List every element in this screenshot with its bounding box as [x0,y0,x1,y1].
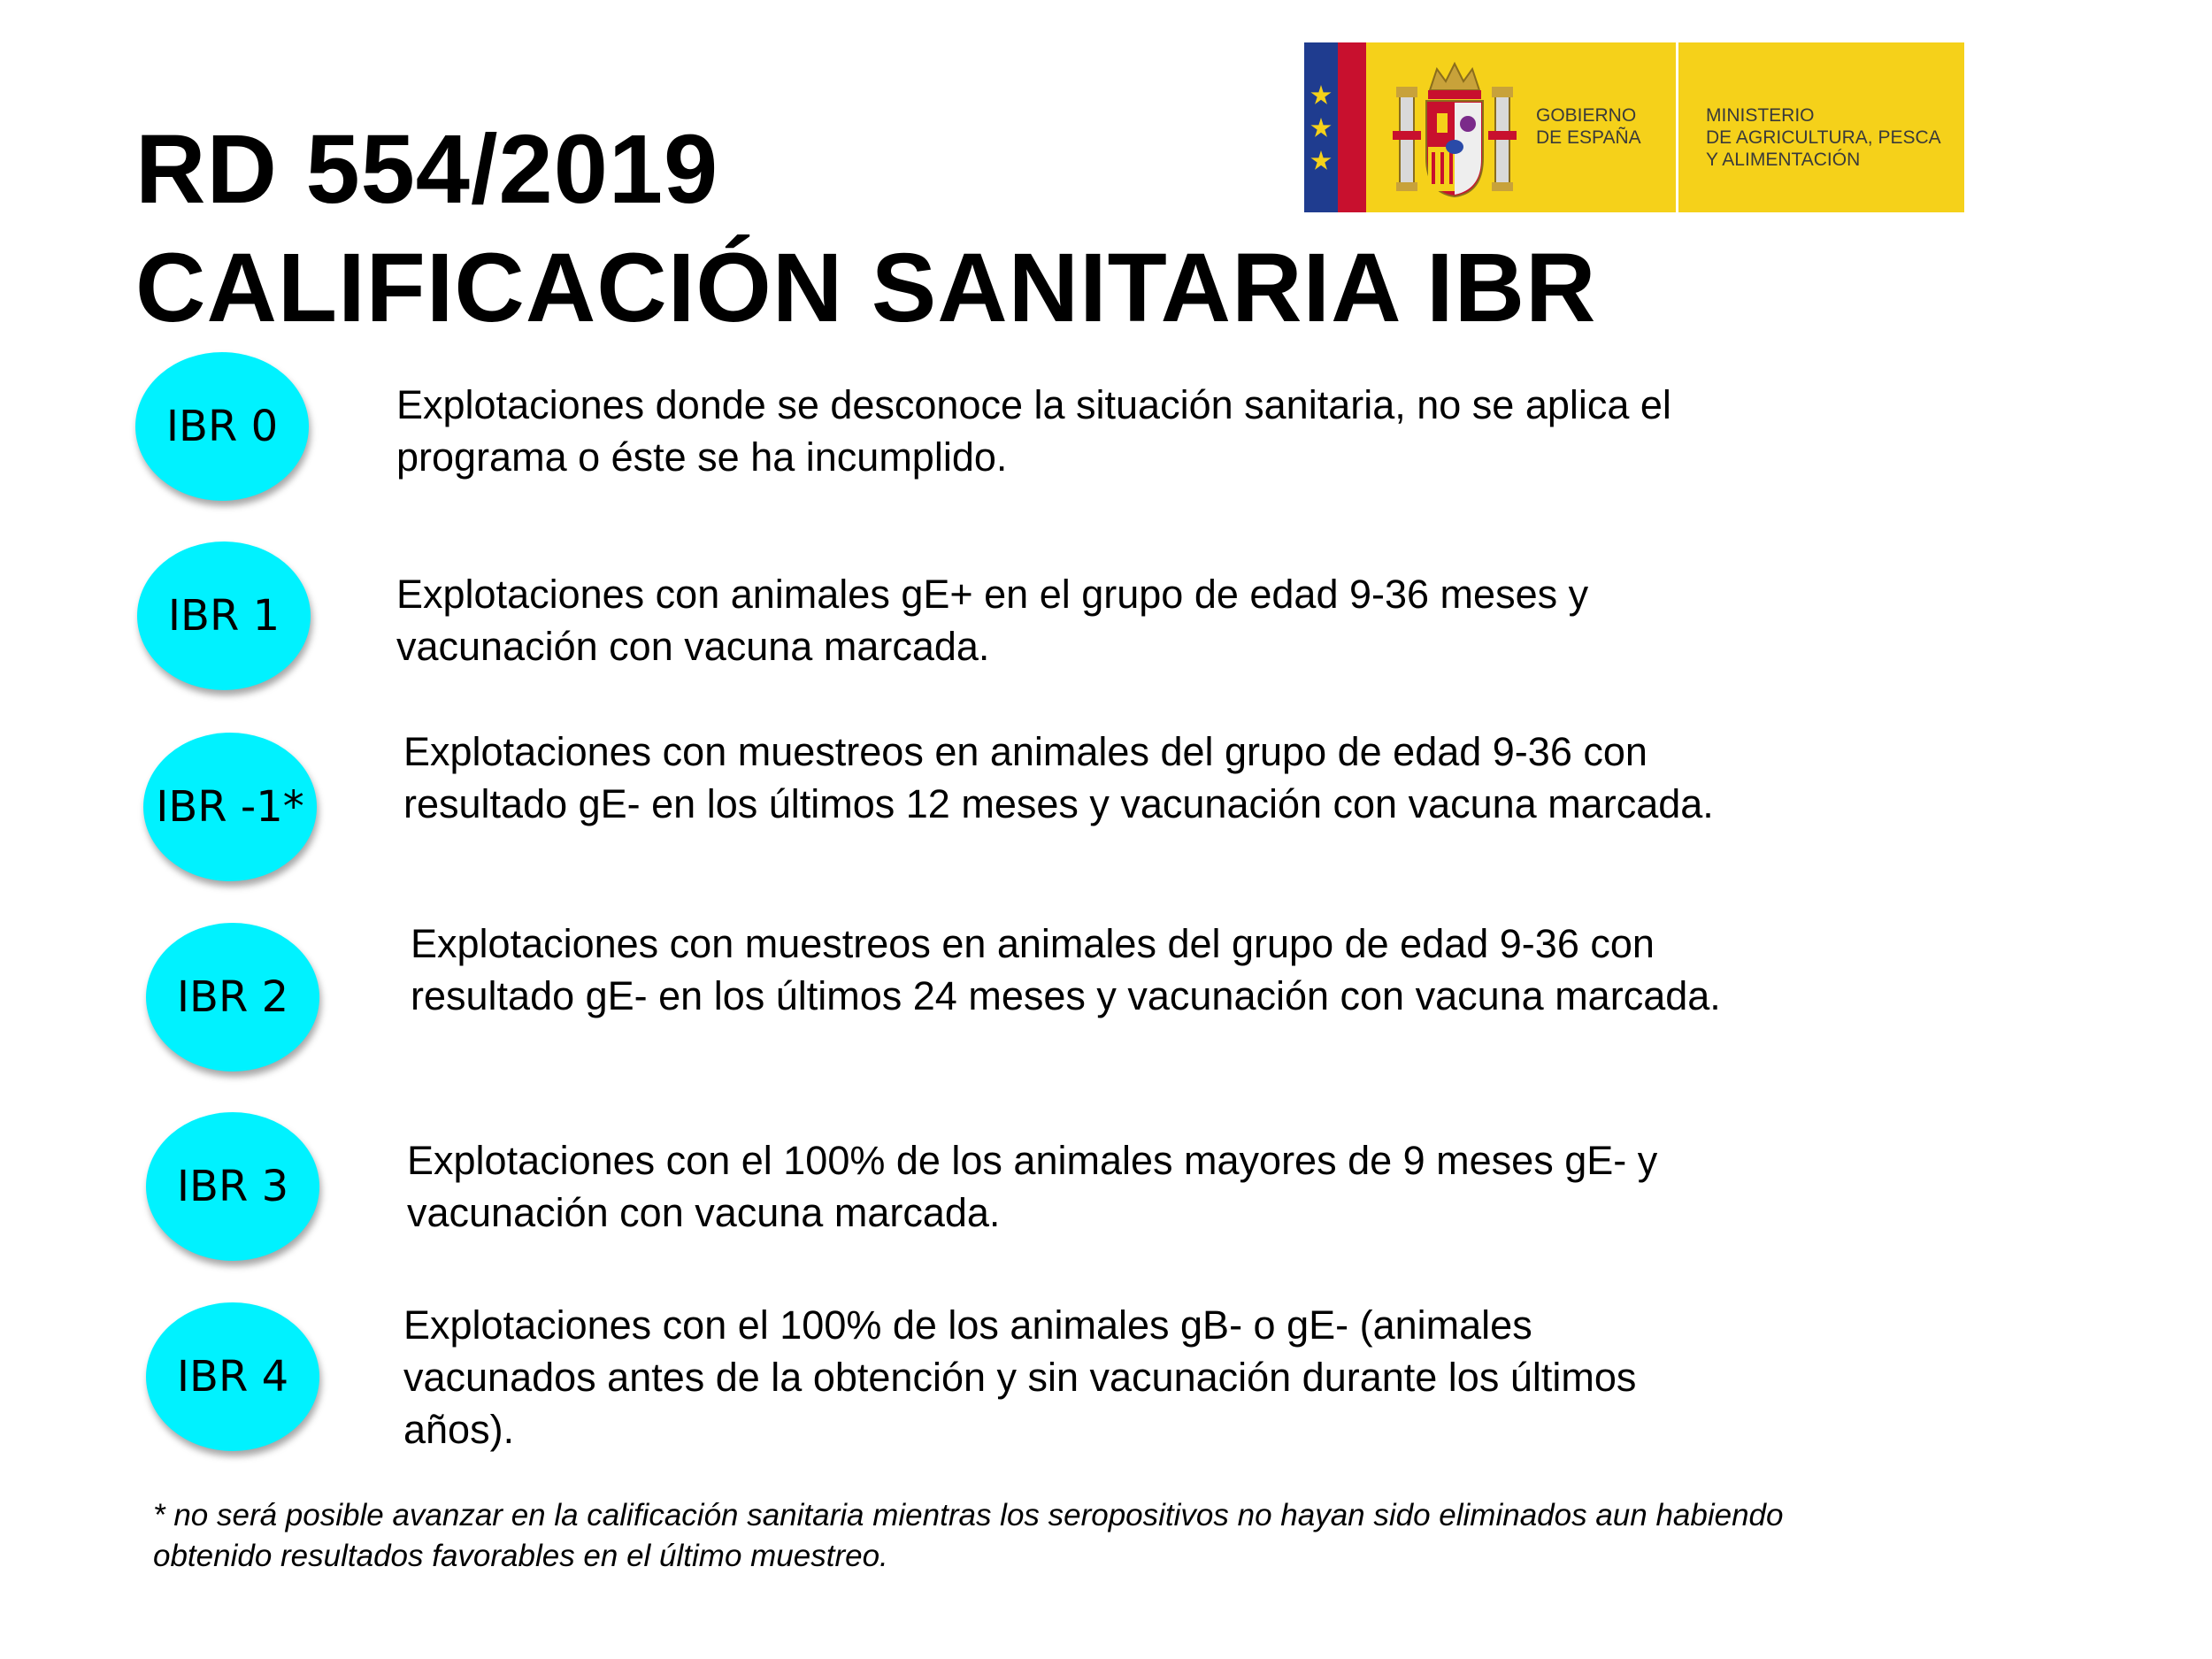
ministerio-line-1: MINISTERIO [1706,105,1815,126]
title-line-1: RD 554/2019 [135,115,719,224]
ibr-4-description: Explotaciones con el 100% de los animales gB- o gE- (animales vacunados antes de la obtención y sin vacunación durante los últimos años). [403,1302,1637,1452]
ibr-2-description: Explotaciones con muestreos en animales del grupo de edad 9-36 con resultado gE- en los últimos 24 meses y vacunación con vacuna marcada. [411,921,1721,1018]
ibr-1-description: Explotaciones con animales gE+ en el grupo de edad 9-36 meses y vacunación con vacuna marcada. [396,572,1589,669]
star-icon [1310,118,1332,139]
ibr-0-badge: IBR 0 [135,352,309,501]
logo-divider [1676,42,1678,212]
ibr-0-description: Explotaciones donde se desconoce la situación sanitaria, no se aplica el programa o éste se ha incumplido. [396,382,1671,480]
ministerio-line-3: Y ALIMENTACIÓN [1706,150,1861,170]
government-logo [1304,42,1964,212]
ibr-minus-1-description: Explotaciones con muestreos en animales del grupo de edad 9-36 con resultado gE- en los últimos 12 meses y vacunación con vacuna marcada. [403,729,1714,826]
gobierno-text [1536,104,1641,149]
star-icon [1310,85,1332,106]
ministerio-text [1706,104,1941,171]
ibr-4-badge: IBR 4 [146,1302,319,1451]
ministerio-line-2: DE AGRICULTURA, PESCA [1706,127,1941,148]
ibr-3-description: Explotaciones con el 100% de los animales mayores de 9 meses gE- y vacunación con vacuna marcada. [407,1138,1658,1235]
ibr-2-badge: IBR 2 [146,923,319,1071]
eu-flag-strip [1304,42,1338,212]
ibr-minus-1-badge: IBR -1* [143,733,317,881]
coat-of-arms-of-spain-icon [1393,60,1517,202]
title-line-2: CALIFICACIÓN SANITARIA IBR [135,234,1597,342]
flag-red-band [1338,42,1366,212]
ibr-1-badge: IBR 1 [137,541,311,690]
gobierno-line-1: GOBIERNO [1536,105,1637,126]
star-icon [1310,150,1332,172]
ibr-3-badge: IBR 3 [146,1112,319,1261]
gobierno-line-2: DE ESPAÑA [1536,127,1641,148]
footnote: * no será posible avanzar en la calificación sanitaria mientras los seropositivos no hayan sido eliminados aun habiendo obtenido resultados favorables en el último muestreo. [153,1498,1784,1573]
